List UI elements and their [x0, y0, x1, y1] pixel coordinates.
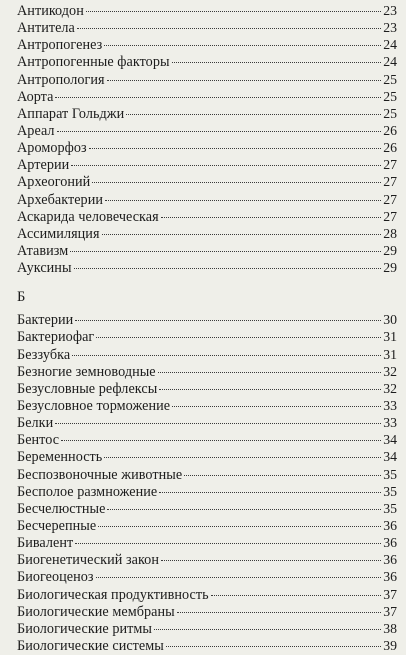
index-term: Бесчерепные: [17, 517, 97, 534]
dot-leader: [161, 560, 381, 561]
page-number: 32: [383, 380, 397, 396]
index-entry: [17, 2, 397, 19]
page-number: 35: [383, 500, 397, 516]
index-term: Бактериофаг: [17, 329, 95, 346]
index-term: Безусловные рефлексы: [17, 380, 158, 397]
page-number: 36: [383, 569, 397, 585]
index-entry: [17, 191, 397, 208]
index-term: Бесполое размножение: [17, 483, 158, 500]
index-entry: [17, 139, 397, 156]
index-entry: [17, 483, 397, 500]
index-entry: [17, 311, 397, 328]
index-entry: [17, 363, 397, 380]
index-entry: [17, 568, 397, 585]
index-entry: [17, 259, 397, 276]
page-number: 32: [383, 363, 397, 379]
index-term: Безусловное торможение: [17, 397, 171, 414]
index-term: Белки: [17, 415, 54, 432]
page-number: 35: [383, 483, 397, 499]
index-entry: [17, 637, 397, 654]
page-number: 25: [383, 88, 397, 104]
index-term: Аскарида человеческая: [17, 208, 159, 225]
page-number: 23: [383, 3, 397, 18]
index-section: [17, 2, 397, 276]
dot-leader: [55, 423, 381, 424]
dot-leader: [98, 526, 381, 527]
index-term: Бактерии: [17, 312, 74, 329]
index-term: Артерии: [17, 157, 70, 174]
index-term: Бентос: [17, 432, 60, 449]
page-number: 28: [383, 225, 397, 241]
index-term: Безногие земноводные: [17, 363, 156, 380]
index-entry: [17, 225, 397, 242]
dot-leader: [172, 406, 381, 407]
page-number: 39: [383, 637, 397, 653]
page-number: 36: [383, 517, 397, 533]
page-number: 27: [383, 174, 397, 190]
dot-leader: [107, 509, 381, 510]
index-entry: [17, 380, 397, 397]
index-term: Биологические системы: [17, 637, 164, 654]
page-number: 33: [383, 397, 397, 413]
page-number: 29: [383, 260, 397, 276]
dot-leader: [96, 337, 381, 338]
dot-leader: [177, 612, 381, 613]
index-entry: [17, 551, 397, 568]
dot-leader: [159, 389, 381, 390]
index-term: Аорта: [17, 88, 54, 105]
section-letter-heading: Б: [17, 289, 26, 306]
index-term: Беззубка: [17, 346, 71, 363]
dot-leader: [74, 268, 382, 269]
index-term: Бивалент: [17, 535, 74, 552]
index-entry: [17, 105, 397, 122]
index-term: Беспозвоночные животные: [17, 466, 183, 483]
dot-leader: [211, 595, 382, 596]
dot-leader: [92, 182, 381, 183]
index-entry: [17, 517, 397, 534]
index-term: Беременность: [17, 449, 103, 466]
dot-leader: [61, 440, 381, 441]
index-list: [17, 2, 397, 654]
index-entry: [17, 414, 397, 431]
index-entry: [17, 36, 397, 53]
page-number: 36: [383, 552, 397, 568]
index-term: Антропогенез: [17, 37, 103, 54]
index-entry: [17, 88, 397, 105]
index-entry: [17, 397, 397, 414]
dot-leader: [86, 11, 381, 12]
index-entry: [17, 346, 397, 363]
page-number: 34: [383, 449, 397, 465]
index-term: Биологические ритмы: [17, 620, 152, 637]
index-term: Ауксины: [17, 260, 72, 277]
page-number: 25: [383, 71, 397, 87]
index-entry: [17, 208, 397, 225]
dot-leader: [55, 97, 381, 98]
index-term: Ареал: [17, 122, 55, 139]
page-number: 24: [383, 37, 397, 53]
index-entry: [17, 431, 397, 448]
index-term: Биологические мембраны: [17, 603, 175, 620]
dot-leader: [107, 80, 382, 81]
index-term: Антикодон: [17, 3, 84, 19]
index-entry: [17, 122, 397, 139]
page-number: 29: [383, 242, 397, 258]
page-number: 37: [383, 586, 397, 602]
dot-leader: [102, 234, 382, 235]
index-term: Аппарат Гольджи: [17, 105, 125, 122]
dot-leader: [75, 320, 381, 321]
page-number: 30: [383, 312, 397, 328]
page-number: 23: [383, 20, 397, 36]
page-number: 38: [383, 620, 397, 636]
index-entry: [17, 500, 397, 517]
dot-leader: [70, 251, 381, 252]
page-number: 36: [383, 535, 397, 551]
dot-leader: [104, 457, 381, 458]
dot-leader: [172, 62, 382, 63]
dot-leader: [184, 475, 381, 476]
index-entry: [17, 156, 397, 173]
dot-leader: [105, 200, 381, 201]
dot-leader: [72, 355, 381, 356]
index-term: Антропогенные факторы: [17, 54, 170, 71]
page-number: 27: [383, 157, 397, 173]
dot-leader: [166, 646, 381, 647]
dot-leader: [77, 28, 381, 29]
index-term: Биогеоценоз: [17, 569, 94, 586]
index-entry: [17, 620, 397, 637]
index-term: Атавизм: [17, 242, 69, 259]
page-number: 31: [383, 346, 397, 362]
index-entry: [17, 19, 397, 36]
dot-leader: [89, 148, 382, 149]
index-term: Биологическая продуктивность: [17, 586, 209, 603]
index-term: Бесчелюстные: [17, 500, 106, 517]
page-number: 24: [383, 54, 397, 70]
index-term: Биогенетический закон: [17, 552, 159, 569]
index-term: Ароморфоз: [17, 140, 87, 157]
index-entry: [17, 534, 397, 551]
page-number: 37: [383, 603, 397, 619]
page-number: 26: [383, 140, 397, 156]
index-section: [17, 288, 397, 654]
page-number: 34: [383, 432, 397, 448]
page-number: 33: [383, 415, 397, 431]
dot-leader: [75, 543, 381, 544]
index-term: Ассимиляция: [17, 225, 100, 242]
dot-leader: [159, 492, 381, 493]
page-number: 31: [383, 329, 397, 345]
index-entry: [17, 242, 397, 259]
dot-leader: [57, 131, 382, 132]
index-entry: [17, 173, 397, 190]
dot-leader: [71, 165, 381, 166]
page-number: 25: [383, 105, 397, 121]
page-number: 26: [383, 122, 397, 138]
index-term: Антитела: [17, 20, 75, 37]
index-entry: [17, 466, 397, 483]
index-entry: [17, 586, 397, 603]
dot-leader: [158, 372, 382, 373]
dot-leader: [96, 577, 382, 578]
index-term: Археогоний: [17, 174, 91, 191]
page-number: 35: [383, 466, 397, 482]
index-term: Антропология: [17, 71, 105, 88]
index-entry: [17, 328, 397, 345]
index-entry: [17, 448, 397, 465]
index-entry: [17, 603, 397, 620]
index-term: Архебактерии: [17, 191, 103, 208]
index-entry: [17, 71, 397, 88]
page-number: 27: [383, 208, 397, 224]
index-entry: [17, 53, 397, 70]
dot-leader: [104, 45, 381, 46]
page-number: 27: [383, 191, 397, 207]
dot-leader: [154, 629, 381, 630]
dot-leader: [126, 114, 381, 115]
dot-leader: [161, 217, 381, 218]
